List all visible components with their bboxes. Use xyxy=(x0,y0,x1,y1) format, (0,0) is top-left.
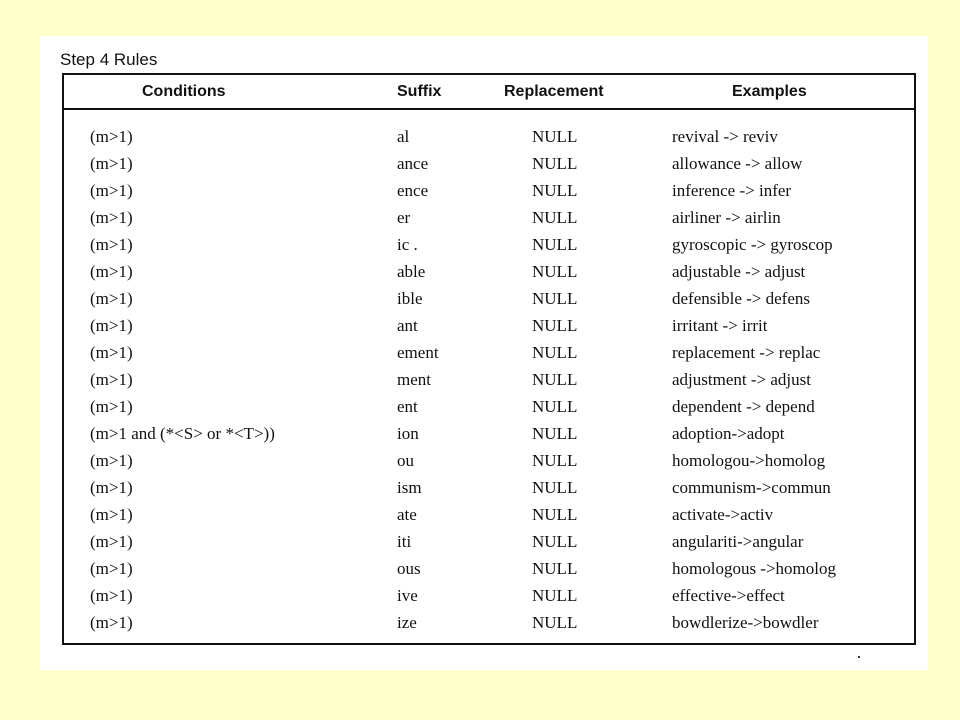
replacement-cell: NULL xyxy=(532,289,578,308)
suffix-cell: ou xyxy=(397,451,414,470)
replacement-cell: NULL xyxy=(532,424,578,443)
condition-cell: (m>1) xyxy=(90,559,133,578)
table-row xyxy=(64,287,914,314)
condition-cell: (m>1) xyxy=(90,181,133,200)
table-row xyxy=(64,476,914,503)
table-row xyxy=(64,503,914,530)
example-cell: gyroscopic -> gyroscop xyxy=(672,235,833,254)
condition-cell: (m>1 and (*<S> or *<T>)) xyxy=(90,424,275,443)
suffix-cell: ible xyxy=(397,289,423,308)
table-row xyxy=(64,260,914,287)
condition-cell: (m>1) xyxy=(90,127,133,146)
example-cell: homologous ->homolog xyxy=(672,559,837,578)
condition-cell: (m>1) xyxy=(90,397,133,416)
example-cell: adoption->adopt xyxy=(672,424,785,443)
condition-cell: (m>1) xyxy=(90,208,133,227)
table-caption: Step 4 Rules xyxy=(60,50,158,69)
condition-cell: (m>1) xyxy=(90,262,133,281)
header-conditions: Conditions xyxy=(142,83,226,100)
suffix-cell: ence xyxy=(397,181,429,200)
suffix-cell: ion xyxy=(397,424,419,443)
table-row xyxy=(64,125,914,152)
table-row xyxy=(64,449,914,476)
suffix-cell: al xyxy=(397,127,410,146)
condition-cell: (m>1) xyxy=(90,316,133,335)
table-row xyxy=(64,395,914,422)
table-row xyxy=(64,233,914,260)
example-cell: revival -> reviv xyxy=(672,127,778,146)
replacement-cell: NULL xyxy=(532,343,578,362)
replacement-cell: NULL xyxy=(532,397,578,416)
condition-cell: (m>1) xyxy=(90,370,133,389)
example-cell: airliner -> airlin xyxy=(672,208,781,227)
table-row xyxy=(64,611,914,638)
suffix-cell: ate xyxy=(397,505,417,524)
header-examples: Examples xyxy=(732,83,807,100)
table-row xyxy=(64,422,914,449)
replacement-cell: NULL xyxy=(532,451,578,470)
suffix-cell: ize xyxy=(397,613,417,632)
replacement-cell: NULL xyxy=(532,478,578,497)
example-cell: bowdlerize->bowdler xyxy=(672,613,819,632)
replacement-cell: NULL xyxy=(532,613,578,632)
table-row xyxy=(64,206,914,233)
suffix-cell: ance xyxy=(397,154,429,173)
example-cell: irritant -> irrit xyxy=(672,316,768,335)
table-row xyxy=(64,341,914,368)
replacement-cell: NULL xyxy=(532,208,578,227)
header-suffix: Suffix xyxy=(397,83,442,100)
condition-cell: (m>1) xyxy=(90,586,133,605)
suffix-cell: able xyxy=(397,262,426,281)
example-cell: allowance -> allow xyxy=(672,154,803,173)
table-row xyxy=(64,314,914,341)
rules-table xyxy=(62,73,916,645)
example-cell: angulariti->angular xyxy=(672,532,804,551)
example-cell: homologou->homolog xyxy=(672,451,826,470)
replacement-cell: NULL xyxy=(532,127,578,146)
suffix-cell: ent xyxy=(397,397,418,416)
example-cell: defensible -> defens xyxy=(672,289,810,308)
document-panel xyxy=(40,36,928,670)
table-row xyxy=(64,584,914,611)
example-cell: communism->commun xyxy=(672,478,831,497)
suffix-cell: iti xyxy=(397,532,412,551)
example-cell: effective->effect xyxy=(672,586,785,605)
replacement-cell: NULL xyxy=(532,181,578,200)
speck-mark xyxy=(858,656,860,658)
suffix-cell: ement xyxy=(397,343,439,362)
suffix-cell: ic . xyxy=(397,235,418,254)
table-row xyxy=(64,557,914,584)
condition-cell: (m>1) xyxy=(90,505,133,524)
table-row xyxy=(64,530,914,557)
replacement-cell: NULL xyxy=(532,235,578,254)
header-replacement: Replacement xyxy=(504,83,604,100)
replacement-cell: NULL xyxy=(532,154,578,173)
replacement-cell: NULL xyxy=(532,586,578,605)
condition-cell: (m>1) xyxy=(90,532,133,551)
example-cell: adjustable -> adjust xyxy=(672,262,806,281)
example-cell: activate->activ xyxy=(672,505,774,524)
suffix-cell: ous xyxy=(397,559,421,578)
table-header xyxy=(64,75,914,110)
condition-cell: (m>1) xyxy=(90,451,133,470)
suffix-cell: ism xyxy=(397,478,422,497)
table-row xyxy=(64,368,914,395)
replacement-cell: NULL xyxy=(532,532,578,551)
example-cell: adjustment -> adjust xyxy=(672,370,811,389)
table-body xyxy=(64,125,914,638)
suffix-cell: ive xyxy=(397,586,418,605)
suffix-cell: er xyxy=(397,208,411,227)
condition-cell: (m>1) xyxy=(90,289,133,308)
table-row xyxy=(64,179,914,206)
replacement-cell: NULL xyxy=(532,559,578,578)
replacement-cell: NULL xyxy=(532,370,578,389)
table-row xyxy=(64,152,914,179)
replacement-cell: NULL xyxy=(532,505,578,524)
replacement-cell: NULL xyxy=(532,316,578,335)
condition-cell: (m>1) xyxy=(90,613,133,632)
suffix-cell: ant xyxy=(397,316,418,335)
condition-cell: (m>1) xyxy=(90,478,133,497)
example-cell: replacement -> replac xyxy=(672,343,821,362)
example-cell: dependent -> depend xyxy=(672,397,815,416)
condition-cell: (m>1) xyxy=(90,235,133,254)
replacement-cell: NULL xyxy=(532,262,578,281)
condition-cell: (m>1) xyxy=(90,343,133,362)
suffix-cell: ment xyxy=(397,370,431,389)
example-cell: inference -> infer xyxy=(672,181,792,200)
condition-cell: (m>1) xyxy=(90,154,133,173)
